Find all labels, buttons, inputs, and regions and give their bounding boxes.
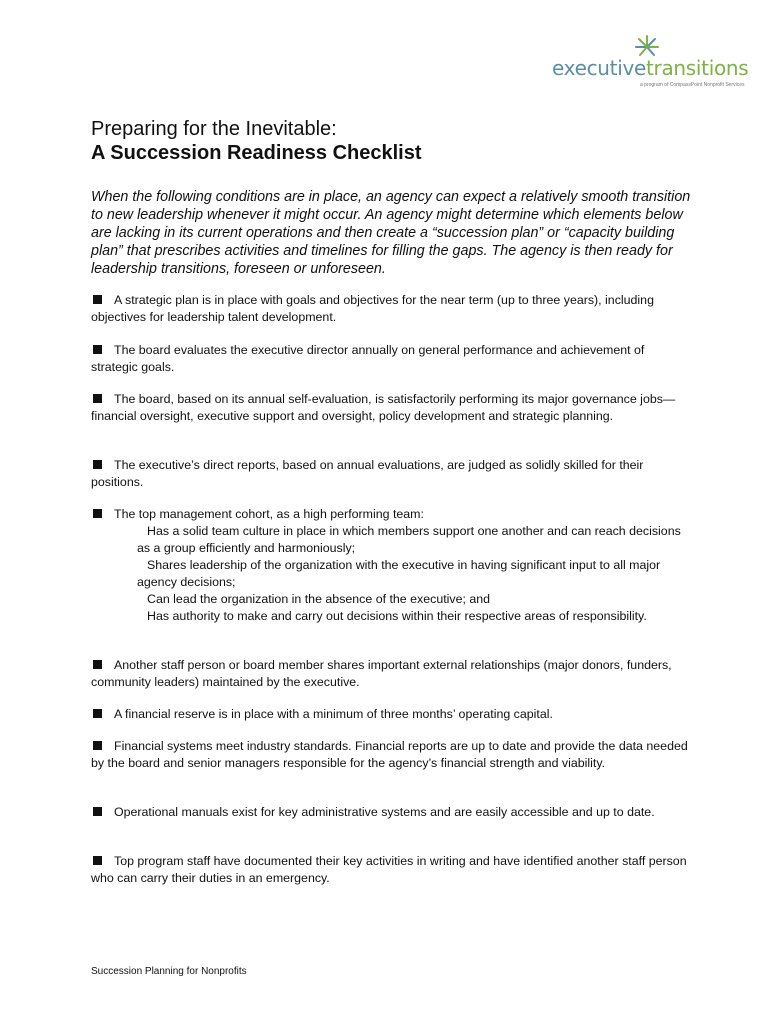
bullet-square-icon	[93, 807, 102, 816]
checklist-item: The board evaluates the executive director annually on general performance and achievement of strategic goals.	[91, 343, 645, 374]
bullet-square-icon	[93, 345, 102, 354]
checklist-item: Operational manuals exist for key administrative systems and are easily accessible and up to date.	[91, 804, 691, 821]
sub-item: Can lead the organization in the absence of the executive; and	[147, 592, 491, 606]
checklist-item: The board, based on its annual self-evaluation, is satisfactorily performing its major governance jobs—financial oversight, executive support and oversight, policy development and strategic planning.	[91, 392, 676, 423]
bullet-square-icon	[93, 460, 102, 469]
checklist-item: Financial systems meet industry standards. Financial reports are up to date and provide the data needed by the board and senior managers responsible for the agency’s financial strength and viability.	[91, 739, 688, 770]
logo	[552, 34, 749, 90]
intro-paragraph: When the following conditions are in place, an agency can expect a relatively smooth transition to new leadership whenever it might occur. An agency might determine which elements below are lacking in its current operations and then create a “succession plan” or “capacity building plan” that prescribes activities and timelines for filling the gaps. The agency is then ready for leadership transitions, foreseen or unforeseen.	[91, 189, 691, 277]
sub-item: Has a solid team culture in place in which members support one another and can reach decisions as a group efficiently and harmoniously;	[137, 524, 681, 555]
page-footer: Succession Planning for Nonprofits	[91, 966, 247, 977]
checklist-item: Top program staff have documented their key activities in writing and have identified another staff person who can carry their duties in an emergency.	[91, 854, 687, 885]
sub-item: Has authority to make and carry out decisions within their respective areas of responsibility.	[147, 609, 647, 623]
bullet-square-icon	[93, 509, 102, 518]
bullet-square-icon	[93, 295, 102, 304]
bullet-square-icon	[93, 741, 102, 750]
logo-tagline: a program of CompassPoint Nonprofit Services	[640, 82, 745, 88]
logo-wordmark: executivetransitions	[552, 56, 749, 80]
checklist-item: Another staff person or board member shares important external relationships (major donors, funders, community leaders) maintained by the executive.	[91, 658, 672, 689]
bullet-square-icon	[93, 394, 102, 403]
checklist-item: A financial reserve is in place with a minimum of three months’ operating capital.	[91, 706, 691, 723]
bullet-square-icon	[93, 660, 102, 669]
bullet-square-icon	[93, 709, 102, 718]
sub-item: Shares leadership of the organization with the executive in having significant input to all major agency decisions;	[137, 558, 661, 589]
bullet-square-icon	[93, 856, 102, 865]
page-title: A Succession Readiness Checklist	[91, 142, 422, 164]
title-line-1: Preparing for the Inevitable:	[91, 118, 337, 140]
checklist-item: The top management cohort, as a high performing team: Has a solid team culture in place in which members support one another and can reach decisions as a group efficiently and harmoniously; Shares leadership of the organization with the executive in having significant input to all major agency decisions; Can lead the organization in the absence of the executive; and Has authority to make and carry out decisions within their respective areas of responsibility.	[91, 506, 691, 625]
checklist-item: A strategic plan is in place with goals and objectives for the near term (up to three years), including objectives for leadership talent development.	[91, 293, 654, 324]
checklist-item: The executive’s direct reports, based on annual evaluations, are judged as solidly skilled for their positions.	[91, 458, 644, 489]
